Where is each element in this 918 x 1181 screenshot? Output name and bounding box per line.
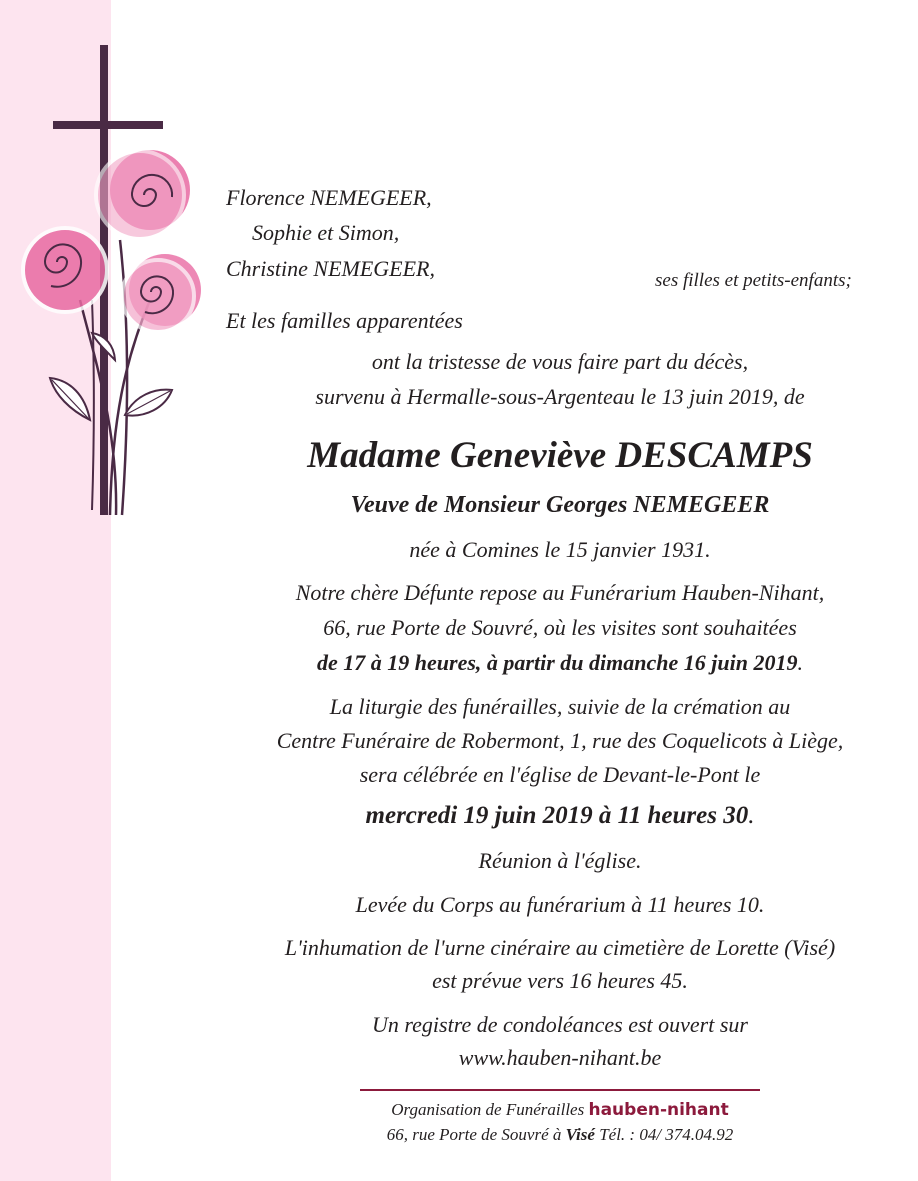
- family-line-1: Florence NEMEGEER,: [226, 185, 432, 210]
- footer-city: Visé: [565, 1125, 595, 1144]
- inhumation-line-2: est prévue vers 16 heures 45.: [432, 968, 688, 993]
- footer-org-line: [200, 1100, 918, 1120]
- footer-divider: [360, 1089, 760, 1091]
- deceased-name: Madame Geneviève DESCAMPS: [307, 435, 813, 476]
- registry-line-1: Un registre de condoléances est ouvert sur: [372, 1012, 748, 1037]
- brand-logo: hauben-nihant: [588, 1100, 729, 1120]
- family-line-3: Christine NEMEGEER,: [226, 256, 435, 281]
- visitation-line-3: [200, 650, 918, 676]
- meeting-text: Réunion à l'église.: [478, 848, 642, 873]
- family-relation: ses filles et petits-enfants;: [655, 270, 852, 291]
- cross-with-roses-icon: [0, 0, 210, 530]
- liturgy-date: mercredi 19 juin 2019 à 11 heures 30: [365, 802, 749, 829]
- liturgy-line-1: La liturgie des funérailles, suivie de la crémation au: [329, 694, 791, 719]
- inhumation-line-1: L'inhumation de l'urne cinéraire au cimetière de Lorette (Visé): [284, 935, 836, 960]
- announce-line-2: survenu à Hermalle-sous-Argenteau le 13 juin 2019, de: [315, 384, 805, 409]
- visitation-period: .: [797, 650, 803, 675]
- footer-address: 66, rue Porte de Souvré à: [386, 1125, 562, 1144]
- deceased-born: née à Comines le 15 janvier 1931.: [409, 537, 711, 562]
- visitation-line-1: Notre chère Défunte repose au Funérarium Hauben-Nihant,: [295, 580, 825, 605]
- footer-address-line: [200, 1125, 918, 1145]
- family-line-4: Et les familles apparentées: [226, 308, 463, 333]
- levee-text: Levée du Corps au funérarium à 11 heures 10.: [355, 892, 765, 917]
- visitation-line-2: 66, rue Porte de Souvré, où les visites sont souhaitées: [323, 615, 797, 640]
- liturgy-date-period: .: [748, 802, 755, 829]
- footer-phone: Tél. : 04/ 374.04.92: [599, 1125, 734, 1144]
- liturgy-date-line: [200, 802, 918, 830]
- liturgy-line-2: Centre Funéraire de Robermont, 1, rue des Coquelicots à Liège,: [276, 728, 844, 753]
- announce-line-1: ont la tristesse de vous faire part du décès,: [371, 349, 749, 374]
- family-line-2: Sophie et Simon,: [252, 220, 400, 245]
- visitation-hours: de 17 à 19 heures, à partir du dimanche 16 juin 2019: [317, 650, 798, 675]
- registry-url[interactable]: www.hauben-nihant.be: [458, 1045, 662, 1070]
- footer-org-label: Organisation de Funérailles: [391, 1100, 585, 1119]
- deceased-widow-of: Veuve de Monsieur Georges NEMEGEER: [350, 492, 770, 518]
- liturgy-line-3: sera célébrée en l'église de Devant-le-Pont le: [359, 762, 761, 787]
